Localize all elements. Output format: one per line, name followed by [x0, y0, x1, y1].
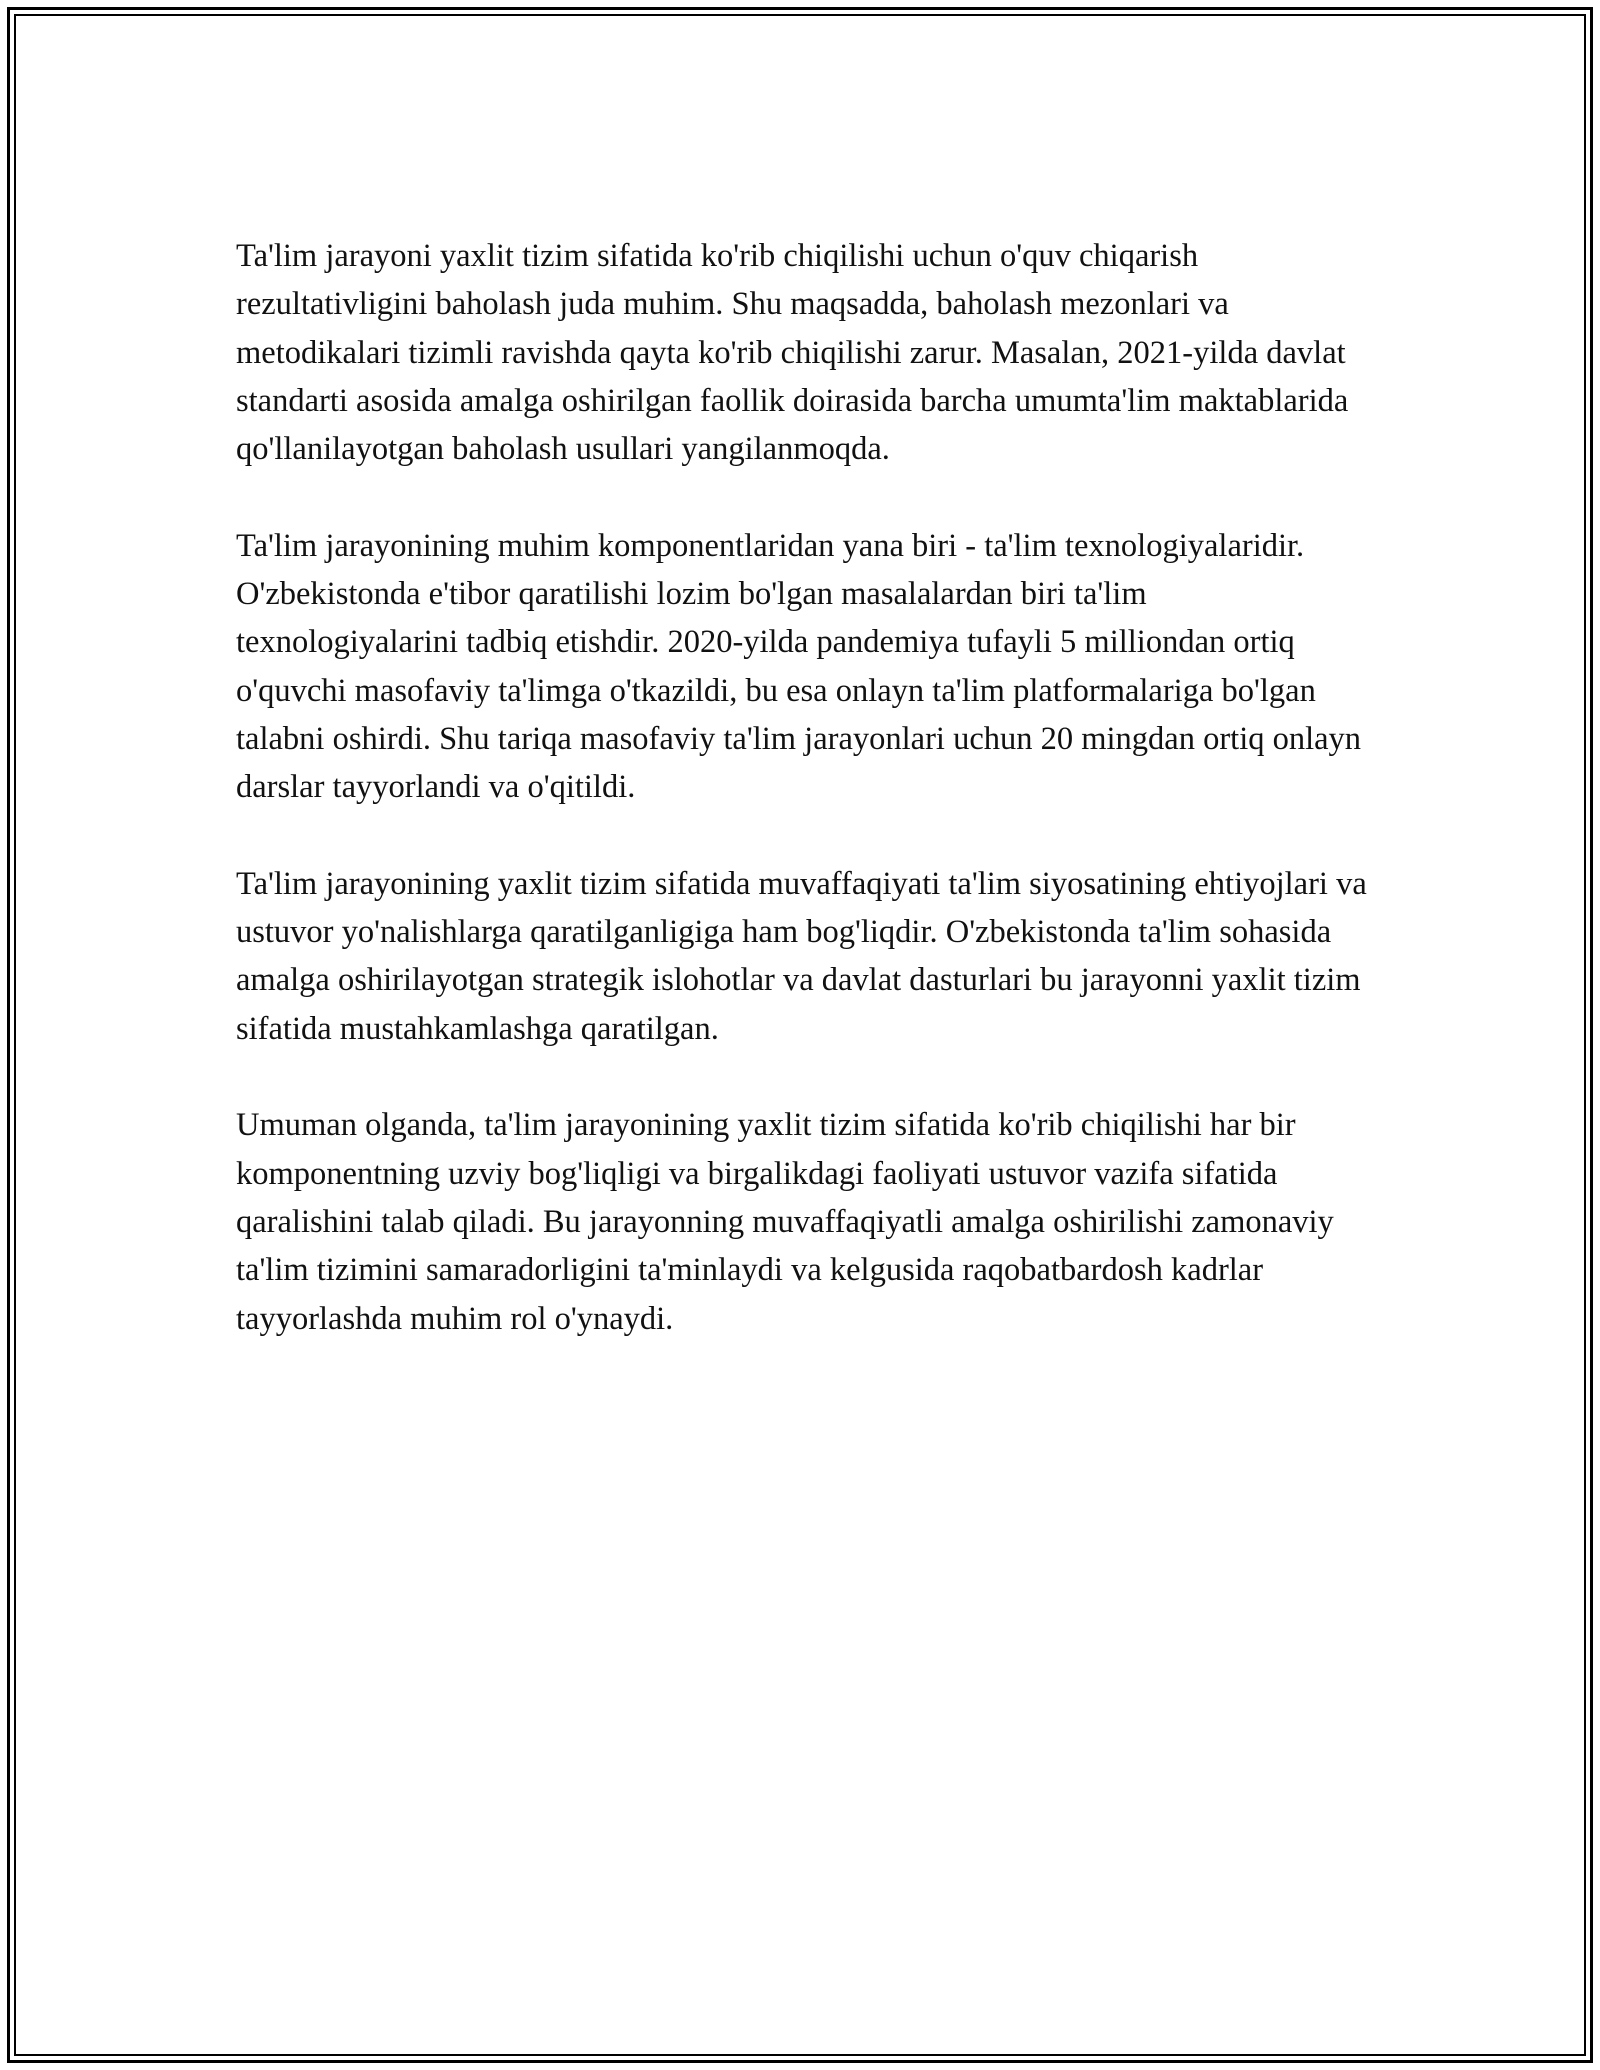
document-body: [236, 232, 1376, 1391]
paragraph-2: Ta'lim jarayonining muhim komponentlaridan yana biri - ta'lim texnologiyalaridir. O'zbekistonda e'tibor qaratilishi lozim bo'lgan masalalardan biri ta'lim texnologiyalarini tadbiq etishdir. 2020-yilda pandemiya tufayli 5 milliondan ortiq o'quvchi masofaviy ta'limga o'tkazildi, bu esa onlayn ta'lim platformalariga bo'lgan talabni oshirdi. Shu tariqa masofaviy ta'lim jarayonlari uchun 20 mingdan ortiq onlayn darslar tayyorlandi va o'qitildi.: [236, 527, 1362, 806]
paragraph-3: Ta'lim jarayonining yaxlit tizim sifatida muvaffaqiyati ta'lim siyosatining ehtiyojlari va ustuvor yo'nalishlarga qaratilganligiga ham bog'liqdir. O'zbekistonda ta'lim sohasida amalga oshirilayotgan strategik islohotlar va davlat dasturlari bu jarayonni yaxlit tizim sifatida mustahkamlashga qaratilgan.: [236, 865, 1367, 1047]
paragraph-4: Umuman olganda, ta'lim jarayonining yaxlit tizim sifatida ko'rib chiqilishi har bir komponentning uzviy bog'liqligi va birgalikdagi faoliyati ustuvor vazifa sifatida qaralishini talab qiladi. Bu jarayonning muvaffaqiyatli amalga oshirilishi zamonaviy ta'lim tizimini samaradorligini ta'minlaydi va kelgusida raqobatbardosh kadrlar tayyorlashda muhim rol o'ynaydi.: [236, 1107, 1334, 1337]
paragraph-1: Ta'lim jarayoni yaxlit tizim sifatida ko'rib chiqilishi uchun o'quv chiqarish rezultativligini baholash juda muhim. Shu maqsadda, baholash mezonlari va metodikalari tizimli ravishda qayta ko'rib chiqilishi zarur. Masalan, 2021-yilda davlat standarti asosida amalga oshirilgan faollik doirasida barcha umumta'lim maktablarida qo'llanilayotgan baholash usullari yangilanmoqda.: [236, 238, 1349, 468]
